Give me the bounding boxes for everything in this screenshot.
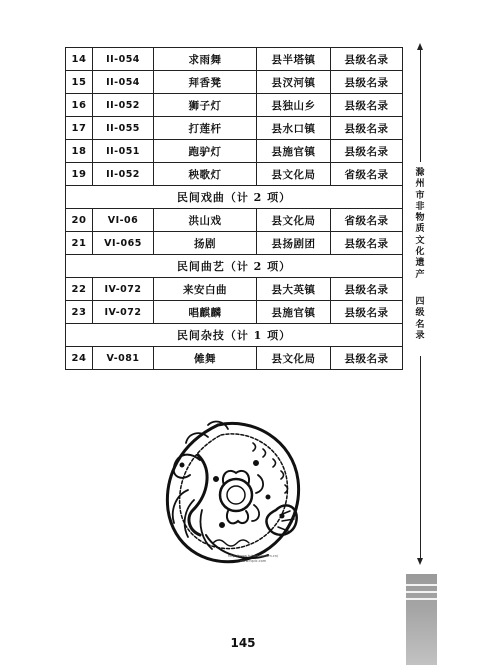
watermark-site: www.nipic.com xyxy=(239,559,267,563)
category-heading: 民间戏曲（计 2 项） xyxy=(66,186,403,209)
cell-item-name: 唱麒麟 xyxy=(154,301,257,324)
cell-level: 县级名录 xyxy=(331,278,403,301)
cell-item-name: 拜香凳 xyxy=(154,71,257,94)
cell-code: V-081 xyxy=(93,347,154,370)
cell-item-name: 求雨舞 xyxy=(154,48,257,71)
cell-code: IV-072 xyxy=(93,301,154,324)
arrow-down-icon xyxy=(417,558,423,565)
cell-code: II-052 xyxy=(93,163,154,186)
cell-number: 23 xyxy=(66,301,93,324)
side-title-char: 质 xyxy=(415,224,425,235)
heritage-table xyxy=(65,47,403,370)
dragon-phoenix-papercut-icon xyxy=(158,415,308,575)
cell-number: 14 xyxy=(66,48,93,71)
table-row xyxy=(66,140,403,163)
side-title-char: 级 xyxy=(415,308,425,319)
cell-item-name: 傩舞 xyxy=(154,347,257,370)
cell-number: 17 xyxy=(66,117,93,140)
cell-location: 县文化局 xyxy=(257,163,331,186)
side-title-char: 四 xyxy=(415,296,425,307)
cell-item-name: 洪山戏 xyxy=(154,209,257,232)
side-title-char: 市 xyxy=(415,190,425,201)
cell-item-name: 打莲杆 xyxy=(154,117,257,140)
cell-location: 县施官镇 xyxy=(257,301,331,324)
cell-code: II-054 xyxy=(93,71,154,94)
cell-item-name: 扬剧 xyxy=(154,232,257,255)
cell-location: 县文化局 xyxy=(257,209,331,232)
side-title-char: 非 xyxy=(415,201,425,212)
cell-item-name: 狮子灯 xyxy=(154,94,257,117)
cell-level: 省级名录 xyxy=(331,163,403,186)
cell-level: 县级名录 xyxy=(331,347,403,370)
cell-code: II-054 xyxy=(93,48,154,71)
cell-number: 16 xyxy=(66,94,93,117)
cell-level: 县级名录 xyxy=(331,232,403,255)
cell-level: 县级名录 xyxy=(331,301,403,324)
cell-code: VI-06 xyxy=(93,209,154,232)
table-row xyxy=(66,347,403,370)
cell-level: 县级名录 xyxy=(331,71,403,94)
side-title-char: 名 xyxy=(415,319,425,330)
category-heading: 民间曲艺（计 2 项） xyxy=(66,255,403,278)
table-row xyxy=(66,94,403,117)
cell-location: 县水口镇 xyxy=(257,117,331,140)
cell-level: 县级名录 xyxy=(331,94,403,117)
arrow-up-icon xyxy=(417,43,423,50)
side-title-char: 滁 xyxy=(415,168,425,178)
cell-location: 县施官镇 xyxy=(257,140,331,163)
cell-code: II-052 xyxy=(93,94,154,117)
category-row xyxy=(66,324,403,347)
cell-code: II-055 xyxy=(93,117,154,140)
table-row xyxy=(66,232,403,255)
table-row xyxy=(66,71,403,94)
side-title-char: 文 xyxy=(415,235,425,246)
cell-level: 县级名录 xyxy=(331,117,403,140)
cell-location: 县半塔镇 xyxy=(257,48,331,71)
cell-number: 15 xyxy=(66,71,93,94)
cell-level: 县级名录 xyxy=(331,140,403,163)
side-title-char: 录 xyxy=(415,330,425,341)
table-row xyxy=(66,278,403,301)
table-row xyxy=(66,209,403,232)
table-row xyxy=(66,117,403,140)
cell-number: 19 xyxy=(66,163,93,186)
side-title-char: 州 xyxy=(415,179,425,190)
category-heading: 民间杂技（计 1 项） xyxy=(66,324,403,347)
page-number: 145 xyxy=(230,636,256,650)
cell-item-name: 跑驴灯 xyxy=(154,140,257,163)
cell-level: 县级名录 xyxy=(331,48,403,71)
cell-location: 县文化局 xyxy=(257,347,331,370)
cell-item-name: 来安白曲 xyxy=(154,278,257,301)
side-title xyxy=(412,168,428,342)
side-rule-bottom xyxy=(420,356,421,561)
side-title-char: 物 xyxy=(415,213,425,224)
cell-number: 18 xyxy=(66,140,93,163)
cell-code: II-051 xyxy=(93,140,154,163)
cell-level: 省级名录 xyxy=(331,209,403,232)
side-title-char: 化 xyxy=(415,247,425,258)
table-row xyxy=(66,48,403,71)
table-body xyxy=(66,48,403,370)
cell-number: 22 xyxy=(66,278,93,301)
side-title-char: 产 xyxy=(415,269,425,280)
image-watermark xyxy=(218,554,288,566)
cell-number: 24 xyxy=(66,347,93,370)
cell-location: 县大英镇 xyxy=(257,278,331,301)
table-row xyxy=(66,163,403,186)
chapter-tab xyxy=(406,574,437,665)
cell-location: 县扬剧团 xyxy=(257,232,331,255)
cell-code: VI-065 xyxy=(93,232,154,255)
side-title-char: 遗 xyxy=(415,258,425,269)
side-rule-top xyxy=(420,50,421,162)
cell-location: 县汊河镇 xyxy=(257,71,331,94)
cell-number: 21 xyxy=(66,232,93,255)
category-row xyxy=(66,255,403,278)
watermark-url: http://www.tuhwang.com.cn/ xyxy=(227,554,279,558)
cell-location: 县独山乡 xyxy=(257,94,331,117)
category-row xyxy=(66,186,403,209)
cell-code: IV-072 xyxy=(93,278,154,301)
table-row xyxy=(66,301,403,324)
cell-item-name: 秧歌灯 xyxy=(154,163,257,186)
cell-number: 20 xyxy=(66,209,93,232)
